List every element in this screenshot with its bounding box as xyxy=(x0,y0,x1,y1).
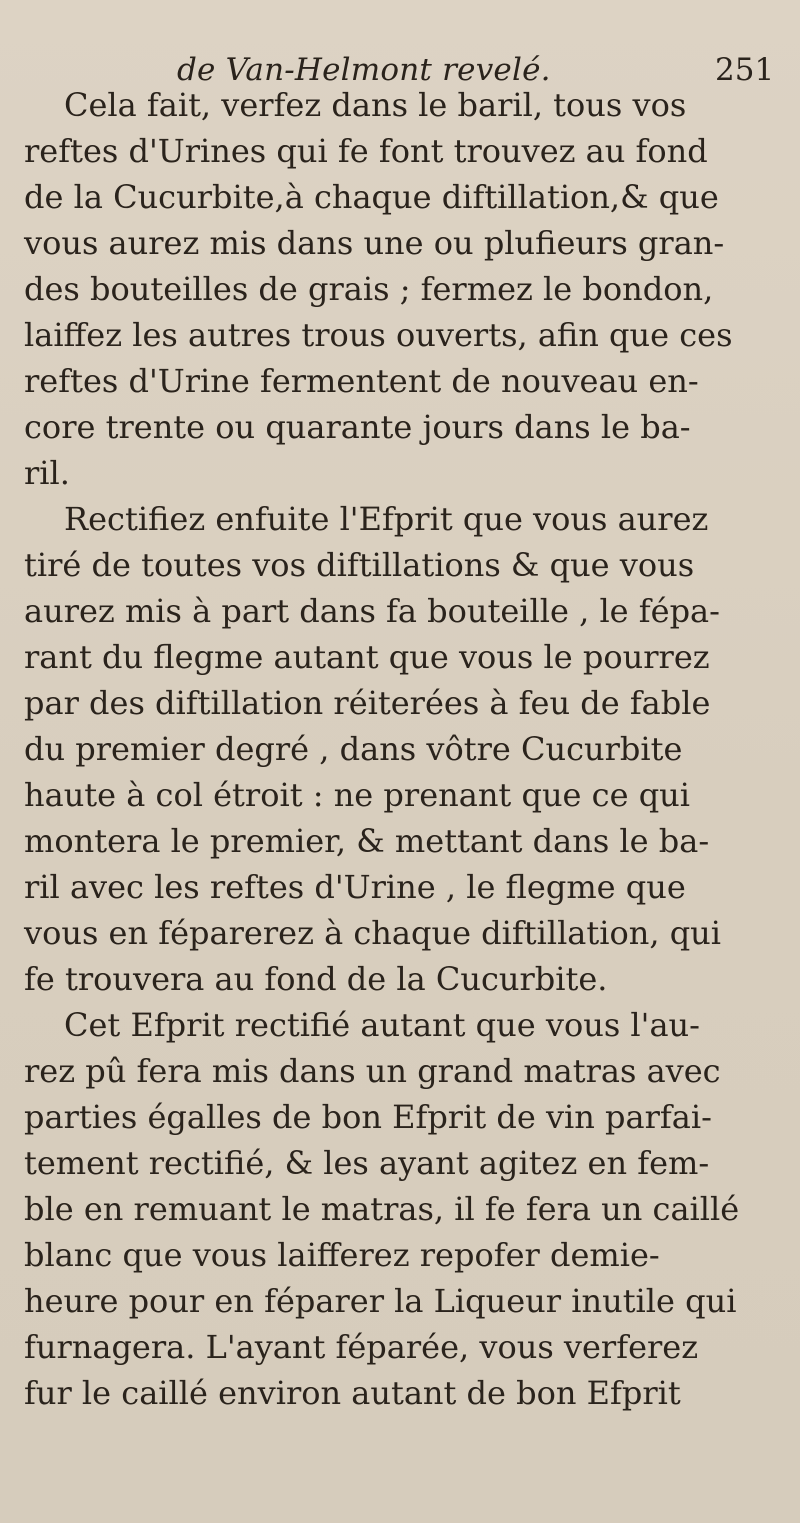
text-line: Cet Efprit rectifié autant que vous l'au- xyxy=(64,1006,700,1044)
text-line: rant du flegme autant que vous le pourrez xyxy=(24,638,710,676)
text-line: core trente ou quarante jours dans le ba- xyxy=(24,408,691,446)
text-line: fe trouvera au fond de la Cucurbite. xyxy=(24,960,608,998)
page-number: 251 xyxy=(715,52,775,88)
text-line: Cela fait, verfez dans le baril, tous vos xyxy=(64,86,687,124)
text-line: ril. xyxy=(24,454,70,492)
text-line: des bouteilles de grais ; fermez le bondon, xyxy=(24,270,714,308)
text-line: haute à col étroit : ne prenant que ce qui xyxy=(24,776,691,814)
text-line: Rectifiez enfuite l'Efprit que vous aurez xyxy=(64,500,709,538)
text-line: ble en remuant le matras, il fe fera un caillé xyxy=(24,1190,740,1228)
text-line: reftes d'Urines qui fe font trouvez au fond xyxy=(24,132,708,170)
text-line: laiffez les autres trous ouverts, afin que ces xyxy=(24,316,733,354)
text-line: blanc que vous laifferez repofer demie- xyxy=(24,1236,660,1274)
text-line: du premier degré , dans vôtre Cucurbite xyxy=(24,730,683,768)
text-line: ril avec les reftes d'Urine , le flegme que xyxy=(24,868,686,906)
text-line: montera le premier, & mettant dans le ba- xyxy=(24,822,710,860)
text-line: tiré de toutes vos diftillations & que vous xyxy=(24,546,695,584)
text-line: heure pour en féparer la Liqueur inutile qui xyxy=(24,1282,737,1320)
text-line: par des diftillation réiterées à feu de fable xyxy=(24,684,711,722)
text-line: tement rectifié, & les ayant agitez en fem- xyxy=(24,1144,710,1182)
text-line: de la Cucurbite,à chaque diftillation,& que xyxy=(24,178,719,216)
text-line: aurez mis à part dans fa bouteille , le fépa- xyxy=(24,592,720,630)
text-line: rez pû fera mis dans un grand matras avec xyxy=(24,1052,721,1090)
text-line: fur le caillé environ autant de bon Efprit xyxy=(24,1374,681,1412)
text-line: reftes d'Urine fermentent de nouveau en- xyxy=(24,362,699,400)
text-line: furnagera. L'ayant féparée, vous verferez xyxy=(24,1328,699,1366)
text-line: parties égalles de bon Efprit de vin parfai- xyxy=(24,1098,712,1136)
text-line: vous aurez mis dans une ou plufieurs gran- xyxy=(24,224,725,262)
running-title: de Van-Helmont revelé. xyxy=(177,52,551,88)
text-line: vous en féparerez à chaque diftillation, qui xyxy=(24,914,722,952)
